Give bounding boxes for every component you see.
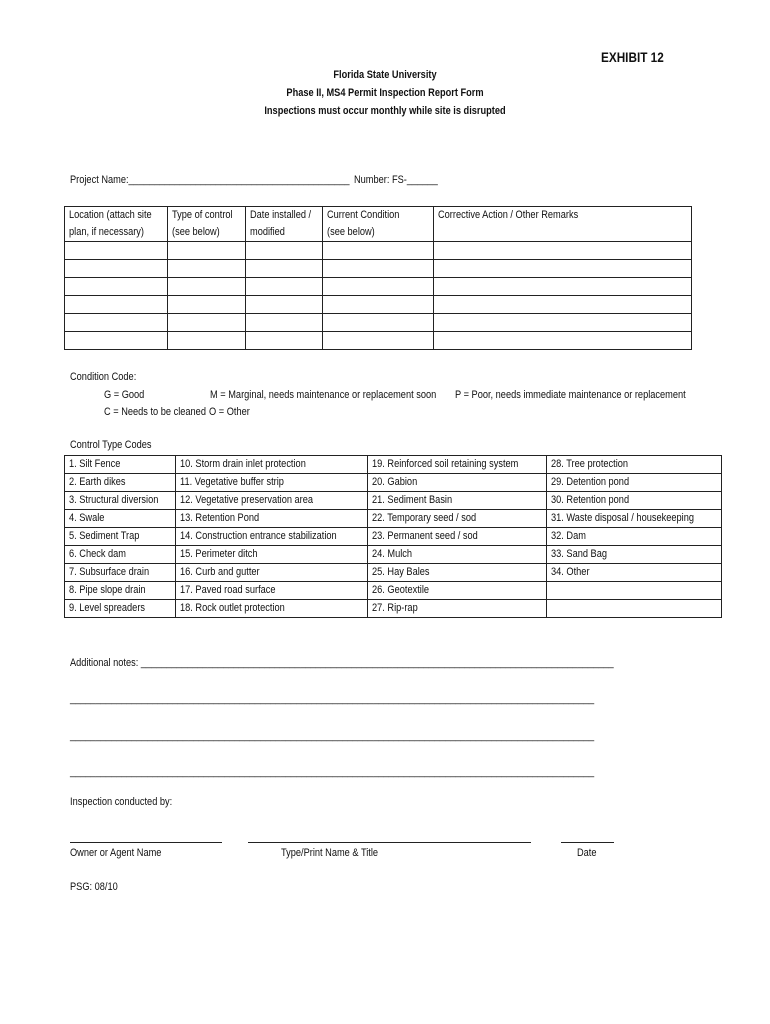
control-type-row xyxy=(65,546,722,564)
inspection-row xyxy=(65,278,692,296)
control-type-row xyxy=(65,492,722,510)
control-type-cell xyxy=(547,600,722,618)
control-type-row xyxy=(65,456,722,474)
control-type-cell: 10. Storm drain inlet protection xyxy=(176,456,368,474)
control-type-cell: 12. Vegetative preservation area xyxy=(176,492,368,510)
control-type-cell: 20. Gabion xyxy=(367,474,546,492)
control-type-row xyxy=(65,600,722,618)
inspection-cell[interactable] xyxy=(433,314,691,332)
control-type-cell: 18. Rock outlet protection xyxy=(176,600,368,618)
notes-line-2[interactable]: ______________________________________________________________________________________________________ xyxy=(70,693,595,705)
inspection-cell[interactable] xyxy=(323,242,434,260)
header-location: Location (attach site plan, if necessary) xyxy=(65,207,168,242)
inspection-cell[interactable] xyxy=(323,332,434,350)
header-instructions: Inspections must occur monthly while site is disrupted xyxy=(264,105,506,117)
control-type-cell: 26. Geotextile xyxy=(367,582,546,600)
condition-cleaned: C = Needs to be cleaned xyxy=(104,406,206,418)
inspection-cell[interactable] xyxy=(245,278,323,296)
notes-line-3[interactable]: ______________________________________________________________________________________________________ xyxy=(70,730,595,742)
control-type-row xyxy=(65,528,722,546)
control-type-cell: 2. Earth dikes xyxy=(65,474,176,492)
inspection-row xyxy=(65,260,692,278)
control-type-cell: 4. Swale xyxy=(65,510,176,528)
date-label: Date xyxy=(577,847,597,859)
control-type-cell: 8. Pipe slope drain xyxy=(65,582,176,600)
control-type-cell: 21. Sediment Basin xyxy=(367,492,546,510)
control-type-cell: 27. Rip-rap xyxy=(367,600,546,618)
control-type-cell xyxy=(547,582,722,600)
control-type-cell: 7. Subsurface drain xyxy=(65,564,176,582)
owner-agent-label: Owner or Agent Name xyxy=(70,847,162,859)
control-type-cell: 29. Detention pond xyxy=(547,474,722,492)
inspection-cell[interactable] xyxy=(323,278,434,296)
inspection-cell[interactable] xyxy=(245,242,323,260)
control-type-cell: 31. Waste disposal / housekeeping xyxy=(547,510,722,528)
inspection-cell[interactable] xyxy=(65,296,168,314)
inspection-cell[interactable] xyxy=(245,314,323,332)
header-type-of-control: Type of control (see below) xyxy=(168,207,245,242)
header-form-title: Phase II, MS4 Permit Inspection Report Form xyxy=(286,87,484,99)
control-type-cell: 3. Structural diversion xyxy=(65,492,176,510)
inspection-cell[interactable] xyxy=(65,332,168,350)
control-type-cell: 5. Sediment Trap xyxy=(65,528,176,546)
control-type-row xyxy=(65,510,722,528)
inspection-cell[interactable] xyxy=(433,332,691,350)
inspection-cell[interactable] xyxy=(323,314,434,332)
inspection-cell[interactable] xyxy=(168,278,245,296)
inspection-cell[interactable] xyxy=(245,260,323,278)
control-type-cell: 19. Reinforced soil retaining system xyxy=(367,456,546,474)
inspection-cell[interactable] xyxy=(168,332,245,350)
additional-notes-field[interactable]: Additional notes: ____________________________________________________________________________________________ xyxy=(70,657,614,669)
control-type-cell: 11. Vegetative buffer strip xyxy=(176,474,368,492)
condition-poor: P = Poor, needs immediate maintenance or replacement xyxy=(455,389,686,401)
control-type-cell: 33. Sand Bag xyxy=(547,546,722,564)
date-signature-line[interactable] xyxy=(561,842,614,843)
control-type-cell: 16. Curb and gutter xyxy=(176,564,368,582)
condition-marginal: M = Marginal, needs maintenance or replacement soon xyxy=(210,389,437,401)
notes-line-4[interactable]: ______________________________________________________________________________________________________ xyxy=(70,766,595,778)
control-type-cell: 25. Hay Bales xyxy=(367,564,546,582)
print-name-signature-line[interactable] xyxy=(248,842,531,843)
condition-good: G = Good xyxy=(104,389,145,401)
inspection-cell[interactable] xyxy=(433,260,691,278)
inspection-cell[interactable] xyxy=(65,260,168,278)
control-type-cell: 32. Dam xyxy=(547,528,722,546)
control-type-row xyxy=(65,564,722,582)
header-date-installed: Date installed / modified xyxy=(245,207,323,242)
control-type-cell: 28. Tree protection xyxy=(547,456,722,474)
condition-other: O = Other xyxy=(209,406,250,418)
inspection-cell[interactable] xyxy=(168,314,245,332)
control-type-cell: 24. Mulch xyxy=(367,546,546,564)
project-number-field[interactable]: Number: FS-______ xyxy=(354,174,438,186)
control-type-cell: 34. Other xyxy=(547,564,722,582)
inspection-cell[interactable] xyxy=(245,332,323,350)
control-type-row xyxy=(65,582,722,600)
inspection-row xyxy=(65,296,692,314)
inspection-cell[interactable] xyxy=(168,242,245,260)
inspection-cell[interactable] xyxy=(168,260,245,278)
inspection-table xyxy=(64,206,692,350)
inspection-conducted-by: Inspection conducted by: xyxy=(70,796,173,808)
control-type-cell: 15. Perimeter ditch xyxy=(176,546,368,564)
header-university: Florida State University xyxy=(333,69,437,81)
header-corrective-action: Corrective Action / Other Remarks xyxy=(433,207,691,242)
inspection-cell[interactable] xyxy=(433,242,691,260)
control-type-row xyxy=(65,474,722,492)
control-type-cell: 22. Temporary seed / sod xyxy=(367,510,546,528)
exhibit-label: EXHIBIT 12 xyxy=(601,49,664,65)
inspection-cell[interactable] xyxy=(433,296,691,314)
control-type-cell: 17. Paved road surface xyxy=(176,582,368,600)
inspection-cell[interactable] xyxy=(245,296,323,314)
print-name-title-label: Type/Print Name & Title xyxy=(281,847,379,859)
inspection-cell[interactable] xyxy=(433,278,691,296)
inspection-table-header xyxy=(65,207,692,242)
condition-code-title: Condition Code: xyxy=(70,371,137,383)
inspection-cell[interactable] xyxy=(323,260,434,278)
owner-signature-line[interactable] xyxy=(70,842,222,843)
inspection-cell[interactable] xyxy=(65,278,168,296)
header-current-condition: Current Condition (see below) xyxy=(323,207,434,242)
control-type-table xyxy=(64,455,722,618)
control-type-cell: 23. Permanent seed / sod xyxy=(367,528,546,546)
control-type-cell: 6. Check dam xyxy=(65,546,176,564)
control-type-cell: 14. Construction entrance stabilization xyxy=(176,528,368,546)
control-type-cell: 1. Silt Fence xyxy=(65,456,176,474)
inspection-cell[interactable] xyxy=(168,296,245,314)
inspection-cell[interactable] xyxy=(65,314,168,332)
inspection-cell[interactable] xyxy=(65,242,168,260)
control-type-cell: 30. Retention pond xyxy=(547,492,722,510)
inspection-row xyxy=(65,332,692,350)
inspection-row xyxy=(65,242,692,260)
control-type-title: Control Type Codes xyxy=(70,439,152,451)
control-type-cell: 13. Retention Pond xyxy=(176,510,368,528)
form-revision: PSG: 08/10 xyxy=(70,881,118,893)
inspection-cell[interactable] xyxy=(323,296,434,314)
project-name-field[interactable]: Project Name:___________________________________________ xyxy=(70,174,350,186)
control-type-cell: 9. Level spreaders xyxy=(65,600,176,618)
inspection-row xyxy=(65,314,692,332)
